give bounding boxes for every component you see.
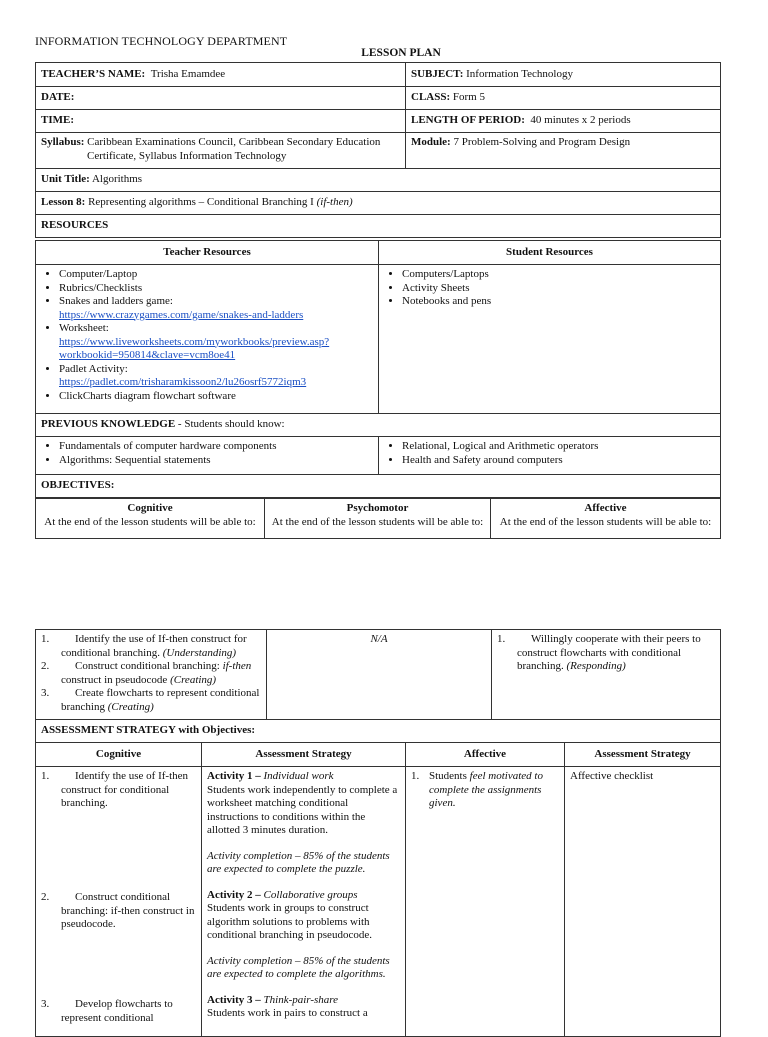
unit-value: Algorithms (91, 173, 143, 186)
list-item (41, 687, 261, 714)
objectives-cognitive-list-cell (36, 630, 267, 720)
list-item: • Activity Sheets (402, 282, 715, 296)
unit-label: Unit Title: (41, 173, 90, 186)
worksheet-link-line2: workbookid=950814&clave=vcm8oe41 (59, 349, 236, 361)
objectives-table (35, 498, 721, 539)
teacher-value: Trisha Emamdee (150, 67, 226, 80)
previous-right-list (384, 440, 715, 467)
objective-tag: (Creating) (170, 673, 217, 686)
syllabus-label: Syllabus: (41, 136, 85, 148)
list-item (59, 322, 373, 363)
objectives-psychomotor-value: N/A (267, 630, 492, 720)
objectives-affective-intro: At the end of the lesson students will be able to: (499, 515, 712, 528)
activity-1 (207, 770, 400, 838)
padlet-link[interactable]: https://padlet.com/trisharamkissoon2/lu26osrf5772iqm3 (59, 376, 307, 388)
worksheet-link-line1: https://www.liveworksheets.com/myworkbooks/preview.asp? (59, 335, 330, 348)
objectives-psychomotor-heading: Psychomotor (346, 502, 409, 514)
list-item: • Notebooks and pens (402, 295, 715, 309)
list-number: 3. (41, 687, 50, 699)
period-label: LENGTH OF PERIOD: (411, 114, 525, 127)
list-item (59, 363, 373, 390)
list-number: 1. (497, 633, 506, 645)
list-number: 1. (41, 633, 50, 645)
period-value: 40 minutes x 2 periods (530, 114, 631, 127)
activity-1-type: Individual work (263, 770, 334, 782)
student-resources-list-cell (379, 265, 721, 414)
teacher-name-cell (36, 63, 406, 87)
previous-knowledge-label: PREVIOUS KNOWLEDGE (41, 418, 176, 431)
activity-3-type: Think-pair-share (263, 993, 339, 1006)
syllabus-cell (36, 133, 406, 169)
list-number: 1. (411, 770, 420, 782)
list-item (497, 633, 715, 674)
objectives-psychomotor-cell (265, 499, 491, 539)
assessment-affective-cell (406, 767, 565, 1037)
objectives-psychomotor-intro: At the end of the lesson students will be able to: (271, 515, 484, 528)
activity-2-type: Collaborative groups (263, 888, 358, 901)
activity-3-desc: Students work in pairs to construct a (207, 1007, 368, 1019)
activity-3 (207, 994, 400, 1021)
assessment-col-affective: Affective (406, 743, 565, 767)
objectives-continued-table (35, 629, 721, 743)
module-value: 7 Problem-Solving and Program Design (453, 136, 631, 148)
objectives-affective-list-cell (492, 630, 721, 720)
objective-tag: (Creating) (107, 700, 154, 713)
list-item (41, 998, 196, 1025)
activity-1-note: Activity completion – 85% of the students are expected to complete the puzzle. (207, 849, 390, 875)
affective-strategy-cell: Affective checklist (565, 767, 721, 1037)
assessment-affective-list (411, 770, 559, 811)
assessment-col-strategy: Assessment Strategy (202, 743, 406, 767)
activity-3-title: Activity 3 – (207, 993, 261, 1006)
activity-1-desc: Students work independently to complete a worksheet matching conditional instructions to conditions within the allotted 3 minutes duration. (207, 783, 398, 836)
objective-text-2: construct in pseudocode (61, 673, 168, 686)
student-resources-heading: Student Resources (379, 241, 721, 265)
syllabus-value: Caribbean Examinations Council, Caribbean Secondary Education Certificate, Syllabus Information Technology (87, 136, 381, 162)
lesson-value: Representing algorithms – Conditional Branching I (88, 196, 314, 209)
padlet-label: Padlet Activity: (59, 362, 128, 375)
activity-2 (207, 889, 400, 943)
objective-text: Construct conditional branching: (75, 660, 220, 672)
list-number: 3. (41, 998, 50, 1010)
list-number: 2. (41, 891, 50, 903)
assessment-cognitive-list (41, 770, 196, 1025)
assessment-cognitive-text: Construct conditional branching: if-then construct in pseudocode. (61, 891, 195, 930)
assessment-cognitive-cell (36, 767, 202, 1037)
teacher-resources-list-cell (36, 265, 379, 414)
list-item: • Fundamentals of computer hardware components (59, 440, 373, 454)
objectives-affective-cell (491, 499, 721, 539)
objective-tag: (Understanding) (162, 646, 237, 659)
list-item (41, 633, 261, 660)
teacher-resources-list (41, 268, 373, 403)
time-cell: TIME: (36, 110, 406, 133)
list-item (411, 770, 559, 811)
previous-left-cell (36, 437, 379, 475)
activity-2-note: Activity completion – 85% of the students are expected to complete the algorithms. (207, 954, 390, 980)
list-item: • Health and Safety around computers (402, 454, 715, 468)
subject-cell (406, 63, 721, 87)
previous-knowledge-suffix: - Students should know: (175, 418, 285, 431)
subject-value: Information Technology (466, 67, 573, 80)
lesson-plan-title: LESSON PLAN (361, 47, 441, 59)
list-number: 1. (41, 770, 50, 782)
list-item: • Algorithms: Sequential statements (59, 454, 373, 468)
lesson-value-italic: (if-then) (316, 196, 353, 209)
previous-left-list (41, 440, 373, 467)
objectives-affective-heading: Affective (584, 502, 627, 514)
objectives-cognitive-list (41, 633, 261, 714)
list-item (59, 295, 373, 322)
resources-table (35, 240, 721, 498)
list-item: • Rubrics/Checklists (59, 282, 373, 296)
department-heading: INFORMATION TECHNOLOGY DEPARTMENT (35, 34, 288, 48)
lesson-label: Lesson 8: (41, 196, 86, 209)
activity-2-desc: Students work in groups to construct algorithm solutions to problems with conditional branching in pseudocode. (207, 902, 372, 941)
assessment-strategy-cell (202, 767, 406, 1037)
activity-1-title: Activity 1 – (207, 770, 261, 782)
list-item: • Computer/Laptop (59, 268, 373, 282)
list-item (41, 770, 196, 891)
assessment-heading: ASSESSMENT STRATEGY with Objectives: (36, 720, 721, 743)
teacher-label: TEACHER’S NAME: (41, 67, 146, 80)
list-item: • Computers/Laptops (402, 268, 715, 282)
objectives-cognitive-cell (36, 499, 265, 539)
unit-title-cell (36, 169, 721, 192)
objective-text: Create flowcharts to represent conditional branching (61, 687, 260, 713)
assessment-cognitive-text: Develop flowcharts to represent conditional (61, 998, 173, 1024)
module-cell (406, 133, 721, 169)
worksheet-label: Worksheet: (59, 322, 109, 334)
previous-knowledge-heading (36, 414, 721, 437)
lesson-cell (36, 192, 721, 215)
module-label: Module: (411, 136, 451, 148)
objectives-cognitive-heading: Cognitive (127, 502, 173, 514)
objectives-heading: OBJECTIVES: (36, 475, 721, 498)
student-resources-list (384, 268, 715, 309)
affective-text-italic: feel motivated to complete the assignments given. (429, 770, 543, 809)
assessment-table (35, 742, 721, 1037)
lesson-plan-table (35, 62, 721, 238)
class-value: Form 5 (452, 91, 485, 104)
resources-heading: RESOURCES (36, 215, 721, 238)
class-cell (406, 87, 721, 110)
list-item (41, 660, 261, 687)
list-item: • Relational, Logical and Arithmetic operators (402, 440, 715, 454)
objectives-affective-list (497, 633, 715, 674)
list-item (41, 891, 196, 998)
objective-text: Identify the use of If-then construct for conditional branching. (61, 633, 247, 659)
affective-text: Students (429, 770, 467, 782)
assessment-col-strategy-2: Assessment Strategy (565, 743, 721, 767)
objective-text: Willingly cooperate with their peers to construct flowcharts with conditional branching. (517, 633, 701, 672)
period-cell (406, 110, 721, 133)
snakes-link[interactable]: https://www.crazygames.com/game/snakes-and-ladders (59, 308, 304, 321)
objective-tag: (Responding) (566, 660, 626, 672)
list-item: • ClickCharts diagram flowchart software (59, 390, 373, 404)
objectives-cognitive-intro: At the end of the lesson students will be able to: (44, 515, 256, 528)
date-cell: DATE: (36, 87, 406, 110)
class-label: CLASS: (411, 91, 451, 104)
list-number: 2. (41, 660, 50, 672)
objective-italic: if-then (222, 660, 252, 672)
assessment-col-cognitive: Cognitive (36, 743, 202, 767)
activity-2-title: Activity 2 – (207, 888, 261, 901)
subject-label: SUBJECT: (411, 67, 464, 80)
worksheet-link[interactable] (59, 336, 329, 362)
teacher-resources-heading: Teacher Resources (36, 241, 379, 265)
previous-right-cell (379, 437, 721, 475)
assessment-cognitive-text: Identify the use of If-then construct for conditional branching. (61, 770, 189, 809)
snakes-label: Snakes and ladders game: (59, 295, 173, 307)
